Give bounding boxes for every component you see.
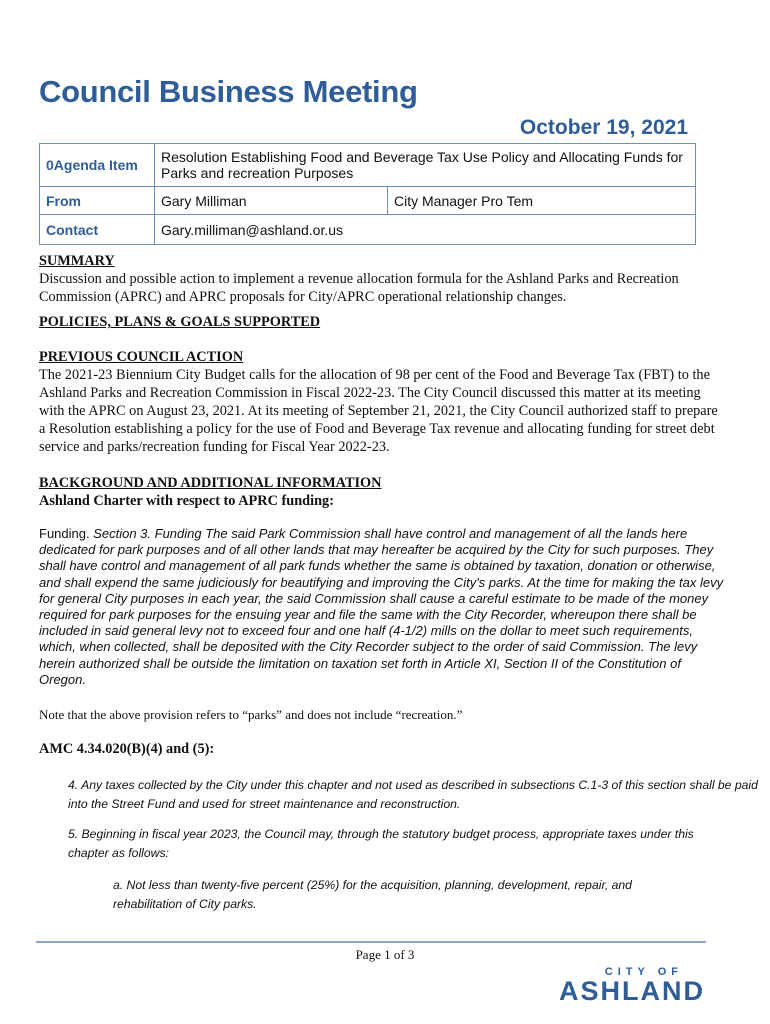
page-number: Page 1 of 3 xyxy=(355,947,415,962)
amc-item-4: 4. Any taxes collected by the City under this chapter and not used as described in subsections C.1-3 of this section shall be paid into the Street Fund and used for street maintenance and reconstruction. xyxy=(68,778,758,811)
contact-row xyxy=(40,215,696,245)
summary-text: Discussion and possible action to implement a revenue allocation formula for the Ashland Parks and Recreation Commission (APRC) and APRC proposals for City/APRC operational relationship changes. xyxy=(39,271,679,305)
previous-action-section xyxy=(39,348,719,456)
previous-heading: PREVIOUS COUNCIL ACTION xyxy=(39,349,244,365)
amc-heading: AMC 4.34.020(B)(4) and (5): xyxy=(39,741,215,757)
policies-section xyxy=(39,313,719,331)
policies-heading: POLICIES, PLANS & GOALS SUPPORTED xyxy=(39,314,321,330)
background-heading: BACKGROUND AND ADDITIONAL INFORMATION xyxy=(39,475,382,491)
background-subheading: Ashland Charter with respect to APRC funding: xyxy=(39,493,334,509)
city-logo xyxy=(535,966,705,1010)
agenda-label: 0Agenda Item xyxy=(40,144,155,187)
amc-item-5a: a. Not less than twenty-five percent (25%) for the acquisition, planning, development, repair, and rehabilitation of City parks. xyxy=(113,878,632,911)
from-title: City Manager Pro Tem xyxy=(388,187,696,215)
summary-section xyxy=(39,252,719,306)
from-label: From xyxy=(40,187,155,215)
previous-text: The 2021-23 Biennium City Budget calls for the allocation of 98 per cent of the Food and Beverage Tax (FBT) to the Ashland Parks and Recreation Commission in Fiscal 2022-23. The City Council discussed this matter at its meeting with the APRC on August 23, 2021. At its meeting of September 21, 2021, the City Council authorized staff to prepare a Resolution establishing a policy for the use of Food and Beverage Tax revenue and allocating funding for street debt service and parks/recreation funding for Fiscal Year 2022-23. xyxy=(39,367,718,455)
funding-lead: Funding. xyxy=(39,526,94,541)
contact-email[interactable]: Gary.milliman@ashland.or.us xyxy=(155,215,696,245)
agenda-value: Resolution Establishing Food and Beverage Tax Use Policy and Allocating Funds for Parks and recreation Purposes xyxy=(155,144,696,187)
footer-divider xyxy=(36,941,706,943)
meeting-date: October 19, 2021 xyxy=(519,116,688,139)
agenda-info-table xyxy=(39,143,696,245)
charter-quote xyxy=(39,526,729,688)
from-row xyxy=(40,187,696,215)
logo-main-text: ASHLAND xyxy=(559,976,705,1006)
logo-top-text: CITY OF xyxy=(604,966,683,978)
page-title: Council Business Meeting xyxy=(39,74,418,109)
amc-item-5: 5. Beginning in fiscal year 2023, the Council may, through the statutory budget process, appropriate taxes under this chapter as follows: xyxy=(68,827,694,860)
funding-text: Section 3. Funding The said Park Commission shall have control and management of all the lands here dedicated for park purposes and of all other lands that may hereafter be acquired by the City for such purposes. They shall have control and management of all park funds whether the same is obtained by taxation, donation or otherwise, and shall expend the same judiciously for beautifying and improving the City's parks. At the time for making the tax levy for general City purposes in each year, the said Commission shall cause a careful estimate to be made of the money required for park purposes for the ensuing year and file the same with the City Recorder, whereupon there shall be included in said general levy not to exceed four and one half (4-1/2) mills on the dollar to meet such requirements, which, when collected, shall be deposited with the City Recorder subject to the order of said Commission. The levy herein authorized shall be outside the limitation on taxation set forth in Article XI, Section II of the Constitution of Oregon. xyxy=(39,526,724,687)
background-section xyxy=(39,474,719,510)
contact-label: Contact xyxy=(40,215,155,245)
agenda-row xyxy=(40,144,696,187)
from-name: Gary Milliman xyxy=(155,187,388,215)
note-text: Note that the above provision refers to “parks” and does not include “recreation.” xyxy=(39,707,463,722)
summary-heading: SUMMARY xyxy=(39,253,115,269)
